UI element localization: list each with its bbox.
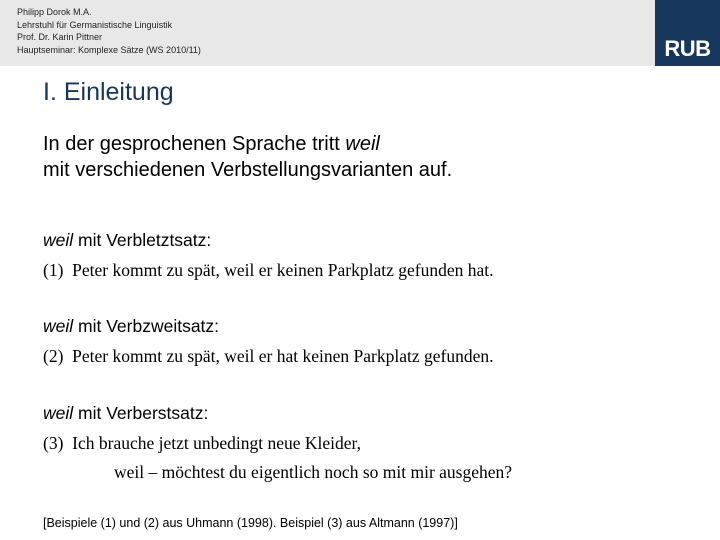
intro-line-1-emph: weil [345,133,380,155]
seminar-name: Hauptseminar: Komplexe Sätze (WS 2010/11) [17,44,201,55]
example-3 [43,433,361,454]
section-heading-emph: weil [43,316,74,336]
rub-logo-text: RUB [664,36,711,61]
example-text: Peter kommt zu spät, weil er hat keinen Parkplatz gefunden. [72,346,494,366]
section-heading-text: mit Verbletztsatz: [73,230,212,250]
rub-logo [655,0,720,66]
intro-line-2: mit verschiedenen Verbstellungsvarianten auf. [43,159,453,181]
slide-title: I. Einleitung [43,78,174,106]
chair-name: Lehrstuhl für Germanistische Linguistik [17,19,173,30]
intro-line-1 [43,131,452,157]
example-text: Ich brauche jetzt unbedingt neue Kleider, [72,433,362,453]
example-1 [43,260,493,281]
section-heading-verberst [43,403,208,424]
intro-line-1-prefix: In der gesprochenen Sprache tritt [43,133,346,155]
section-heading-emph: weil [43,230,74,250]
example-number: (1) [43,260,64,280]
example-number: (2) [43,346,64,366]
author-name: Philipp Dorok M.A. [17,7,92,17]
section-heading-verbletzt [43,230,211,251]
section-heading-verbzweit [43,316,219,337]
example-text: Peter kommt zu spät, weil er keinen Parkplatz gefunden hat. [72,260,494,280]
example-number: (3) [43,433,64,453]
slide-header [0,0,720,66]
example-3-continuation: weil – möchtest du eigentlich noch so mit mir ausgehen? [114,462,513,482]
example-2 [43,346,493,367]
professor-name: Prof. Dr. Karin Pittner [17,32,103,42]
author-info [17,6,201,56]
section-heading-emph: weil [43,403,74,423]
section-heading-text: mit Verberstsatz: [73,403,209,423]
intro-text [43,131,452,183]
section-heading-text: mit Verbzweitsatz: [73,316,220,336]
source-citation: [Beispiele (1) und (2) aus Uhmann (1998). Beispiel (3) aus Altmann (1997)] [43,516,458,530]
